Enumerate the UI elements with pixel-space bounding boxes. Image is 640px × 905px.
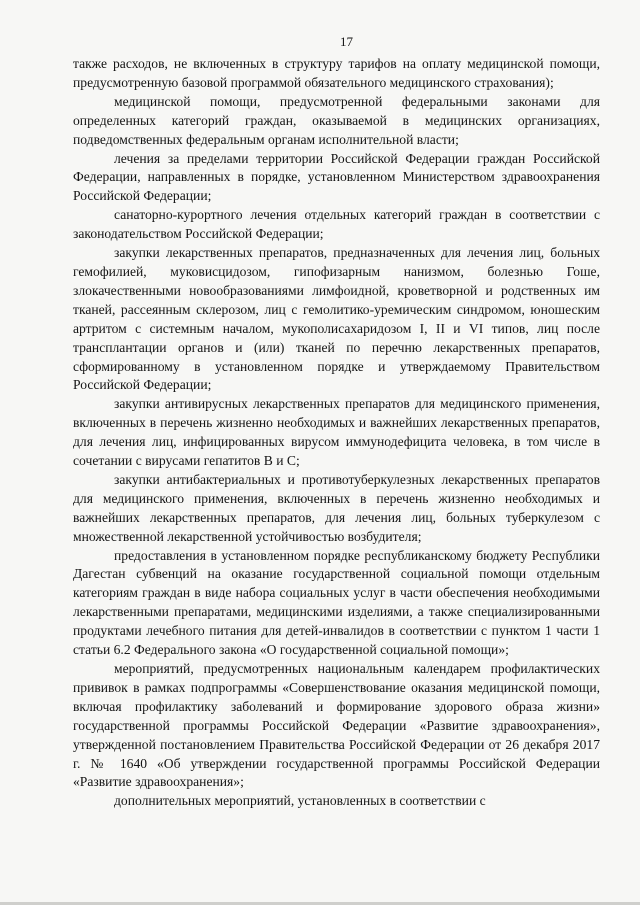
body-text (73, 55, 600, 811)
paragraph: санаторно-курортного лечения отдельных категорий граждан в соответствии с законодательством Российской Федерации; (73, 207, 600, 242)
paragraph: медицинской помощи, предусмотренной федеральными законами для определенных категорий граждан, оказываемой в медицинских организациях, подведомственных федеральным органам исполнительной власти; (73, 93, 600, 147)
paragraph: лечения за пределами территории Российской Федерации граждан Российской Федерации, направленных в порядке, установленном Министерством здравоохранения Российской Федерации; (73, 150, 600, 204)
page-number: 17 (340, 34, 353, 49)
paragraph: мероприятий, предусмотренных национальным календарем профилактических прививок в рамках подпрограммы «Совершенствование оказания медицинской помощи, включая профилактику заболеваний и формирование здорового образа жизни» государственной программы Российской Федерации «Развитие здравоохранения», утвержденной постановлением Правительства Российской Федерации от 26 декабря 2017 г. № 1640 «Об утверждении государственной программы Российской Федерации «Развитие здравоохранения»; (73, 661, 600, 790)
paragraph: закупки лекарственных препаратов, предназначенных для лечения лиц, больных гемофилией, муковисцидозом, гипофизарным нанизмом, болезнью Гоше, злокачественными новообразованиями лимфоидной, кроветворной и родственных им тканей, рассеянным склерозом, лиц с гемолитико-уремическим синдромом, юношеским артритом с системным началом, мукополисахаридозом I, II и VI типов, лиц после трансплантации органов и (или) тканей по перечню лекарственных препаратов, сформированному в установленном порядке и утверждаемому Правительством Российской Федерации; (73, 245, 600, 393)
paragraph: закупки антибактериальных и противотуберкулезных лекарственных препаратов для медицинского применения, включенных в перечень жизненно необходимых и важнейших лекарственных препаратов, для лечения лиц, больных туберкулезом с множественной лекарственной устойчивостью возбудителя; (73, 471, 600, 544)
paragraph: также расходов, не включенных в структуру тарифов на оплату медицинской помощи, предусмотренную базовой программой обязательного медицинского страхования); (73, 56, 600, 90)
paragraph: закупки антивирусных лекарственных препаратов для медицинского применения, включенных в перечень жизненно необходимых и важнейших лекарственных препаратов, для лечения лиц, инфицированных вирусом иммунодефицита человека, в том числе в сочетании с вирусами гепатитов В и С; (73, 396, 600, 469)
paragraph: дополнительных мероприятий, установленных в соответствии с (114, 793, 486, 809)
paragraph: предоставления в установленном порядке республиканскому бюджету Республики Дагестан субвенций на оказание государственной социальной помощи отдельным категориям граждан в виде набора социальных услуг в части обеспечения необходимыми лекарственными препаратами, медицинскими изделиями, а также специализированными продуктами лечебного питания для детей-инвалидов в соответствии с пунктом 1 части 1 статьи 6.2 Федерального закона «О государственной социальной помощи»; (73, 547, 600, 658)
